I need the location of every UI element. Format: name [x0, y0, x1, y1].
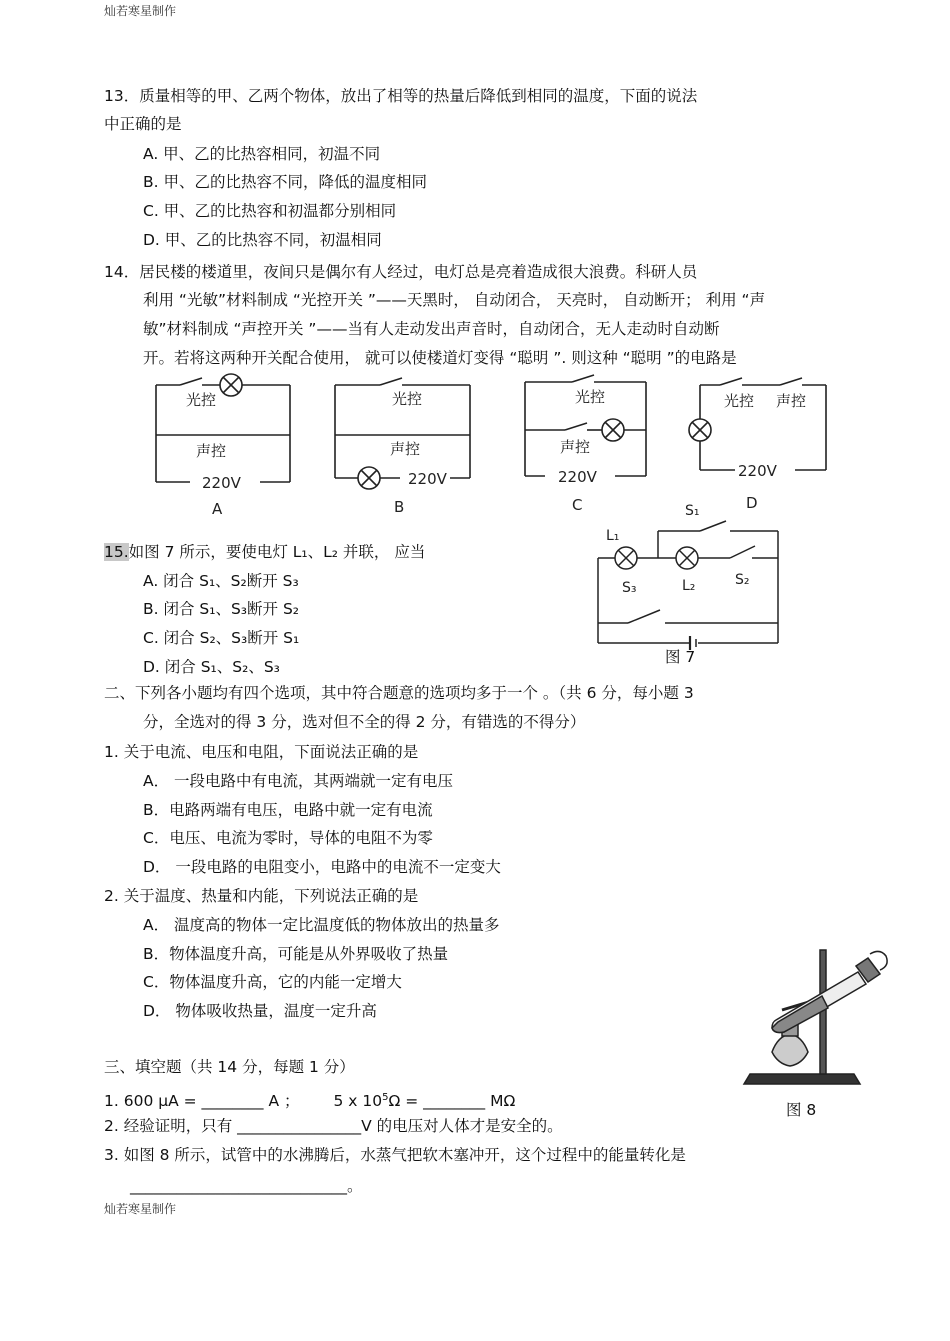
q13-stem-line2: 中正确的是 — [104, 115, 182, 133]
q14-line1: 14．居民楼的楼道里，夜间只是偶尔有人经过，电灯总是亮着造成很大浪费。科研人员 — [104, 263, 698, 281]
s3q2: 2. 经验证明，只有 ________________V 的电压对人体才是安全的。 — [104, 1117, 563, 1135]
s2q2-option-d: D． 物体吸收热量，温度一定升高 — [143, 1002, 377, 1020]
s3q1-part-c: Ω = ________ MΩ — [388, 1092, 516, 1111]
circuit-b-sound-label: 声控 — [390, 440, 421, 458]
q14-line2: 利用 “光敏”材料制成 “光控开关 ”——天黑时， 自动闭合， 天亮时， 自动断开； 利用 “声 — [143, 291, 766, 309]
figure-8-caption: 图 8 — [786, 1101, 817, 1119]
q15-stem-text: 如图 7 所示，要使电灯 L₁、L₂ 并联， 应当 — [128, 543, 426, 561]
figure-8-apparatus — [742, 944, 894, 1090]
s3q1-part-b: 5 x 10 — [333, 1092, 383, 1111]
s2q2-option-c: C．物体温度升高，它的内能一定增大 — [143, 973, 402, 991]
circuit-c-sound-label: 声控 — [560, 438, 591, 456]
s3q1-exponent: 5 — [382, 1092, 389, 1103]
circuit-c-light-label: 光控 — [575, 388, 606, 406]
fig7-L1-label: L₁ — [606, 528, 620, 544]
circuit-a-light-label: 光控 — [186, 391, 217, 409]
q15-option-d: D. 闭合 S₁、S₂、S₃ — [143, 658, 280, 676]
s2q2-option-a: A． 温度高的物体一定比温度低的物体放出的热量多 — [143, 916, 500, 934]
s3q1 — [104, 1088, 515, 1111]
fig7-S3-label: S₃ — [622, 580, 637, 596]
s3q3-answer-blank[interactable]: ____________________________。 — [130, 1177, 363, 1195]
s2q1-stem: 1. 关于电流、电压和电阻，下面说法正确的是 — [104, 743, 419, 761]
s2q2-option-b: B．物体温度升高，可能是从外界吸收了热量 — [143, 945, 449, 963]
choice-d-label: D — [746, 494, 758, 512]
page-footer: 灿若寒星制作 — [104, 1202, 177, 1216]
q13-option-a: A. 甲、乙的比热容相同，初温不同 — [143, 145, 381, 163]
q15-option-c: C. 闭合 S₂、S₃断开 S₁ — [143, 629, 300, 647]
circuit-a — [156, 374, 290, 482]
s3q1-part-a: 1. 600 μA = ________ A ； — [104, 1092, 300, 1111]
circuit-d-sound-label: 声控 — [776, 392, 807, 410]
s2q1-option-b: B．电路两端有电压，电路中就一定有电流 — [143, 801, 433, 819]
circuit-c-voltage: 220V — [558, 468, 597, 486]
q15-option-b: B. 闭合 S₁、S₃断开 S₂ — [143, 600, 299, 618]
page-header: 灿若寒星制作 — [104, 4, 177, 18]
q15-number: 15. — [104, 543, 129, 561]
q14-line4: 开。若将这两种开关配合使用， 就可以使楼道灯变得 “聪明 ”. 则这种 “聪明 ”的电路是 — [143, 349, 737, 367]
q15-stem — [104, 542, 425, 562]
s2q1-option-d: D． 一段电路的电阻变小，电路中的电流不一定变大 — [143, 858, 501, 876]
circuit-d-voltage: 220V — [738, 462, 777, 480]
figure-7-caption: 图 7 — [665, 648, 696, 666]
q14-line3: 敏”材料制成 “声控开关 ”——当有人走动发出声音时，自动闭合，无人走动时自动断 — [143, 320, 720, 338]
fig7-S2-label: S₂ — [735, 572, 750, 588]
s3q3-line1: 3. 如图 8 所示，试管中的水沸腾后，水蒸气把软木塞冲开，这个过程中的能量转化是 — [104, 1146, 686, 1164]
choice-a-label: A — [212, 500, 223, 518]
q13-stem-line1: 13．质量相等的甲、乙两个物体，放出了相等的热量后降低到相同的温度，下面的说法 — [104, 87, 698, 105]
q13-option-c: C. 甲、乙的比热容和初温都分别相同 — [143, 202, 397, 220]
circuit-d-light-label: 光控 — [724, 392, 755, 410]
s2q1-option-c: C．电压、电流为零时，导体的电阻不为零 — [143, 829, 433, 847]
section2-line1: 二、下列各小题均有四个选项，其中符合题意的选项均多于一个 。（共 6 分，每小题 3 — [104, 684, 694, 702]
choice-c-label: C — [572, 496, 583, 514]
q13-option-b: B. 甲、乙的比热容不同，降低的温度相同 — [143, 173, 427, 191]
choice-b-label: B — [394, 498, 405, 516]
fig7-L2-label: L₂ — [682, 578, 696, 594]
s2q2-stem: 2. 关于温度、热量和内能，下列说法正确的是 — [104, 887, 419, 905]
s2q1-option-a: A． 一段电路中有电流，其两端就一定有电压 — [143, 772, 454, 790]
q13-option-d: D. 甲、乙的比热容不同，初温相同 — [143, 231, 382, 249]
circuit-b-light-label: 光控 — [392, 390, 423, 408]
circuit-a-sound-label: 声控 — [196, 442, 227, 460]
section3-title: 三、填空题（共 14 分，每题 1 分） — [104, 1058, 355, 1076]
q15-option-a: A. 闭合 S₁、S₂断开 S₃ — [143, 572, 299, 590]
circuit-a-voltage: 220V — [202, 474, 241, 492]
fig7-S1-label: S₁ — [685, 503, 700, 519]
section2-line2: 分，全选对的得 3 分，选对但不全的得 2 分，有错选的不得分） — [143, 713, 586, 731]
circuit-b-voltage: 220V — [408, 470, 447, 488]
